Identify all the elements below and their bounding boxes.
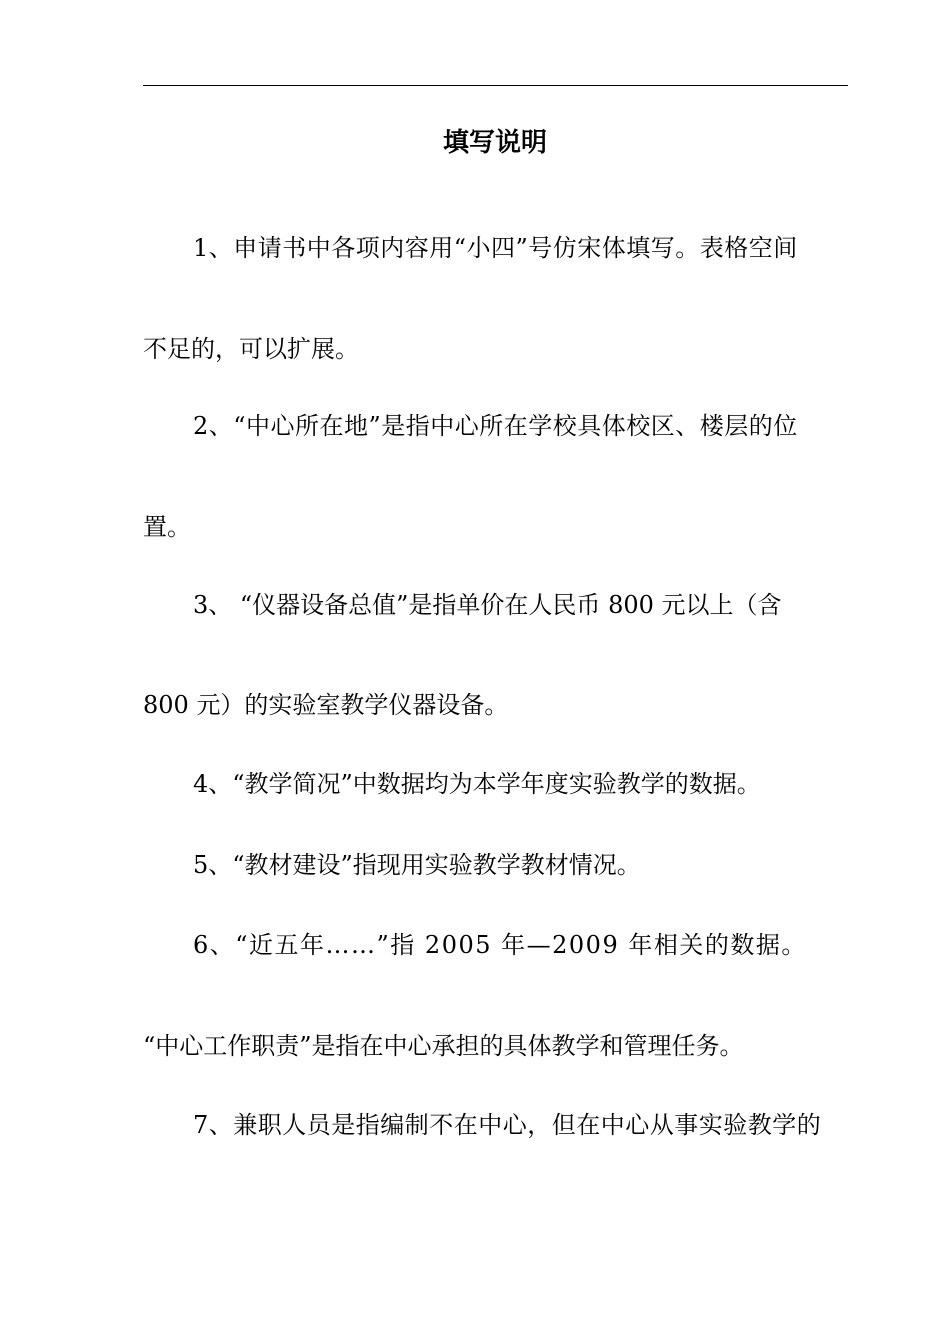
instruction-line-6-cont: “中心工作职责”是指在中心承担的具体教学和管理任务。	[143, 1032, 744, 1060]
instruction-line-7: 7、兼职人员是指编制不在中心，但在中心从事实验教学的	[193, 1111, 822, 1139]
instruction-line-3: 3、 “仪器设备总值”是指单价在人民币 800 元以上（含	[193, 591, 782, 619]
instruction-line-5: 5、“教材建设”指现用实验教学教材情况。	[193, 851, 641, 879]
instruction-line-2-cont: 置。	[143, 513, 191, 541]
instruction-line-6: 6、“近五年……”指 2005 年—2009 年相关的数据。	[193, 931, 807, 959]
page-title: 填写说明	[442, 128, 547, 158]
instruction-line-2: 2、“中心所在地”是指中心所在学校具体校区、楼层的位	[193, 412, 798, 440]
instruction-line-4: 4、“教学简况”中数据均为本学年度实验教学的数据。	[193, 770, 761, 798]
instruction-line-3-cont: 800 元）的实验室教学仪器设备。	[143, 691, 509, 719]
header-rule	[143, 85, 848, 86]
instruction-line-1: 1、申请书中各项内容用“小四”号仿宋体填写。表格空间	[193, 234, 798, 262]
instruction-line-1-cont: 不足的，可以扩展。	[143, 335, 359, 363]
